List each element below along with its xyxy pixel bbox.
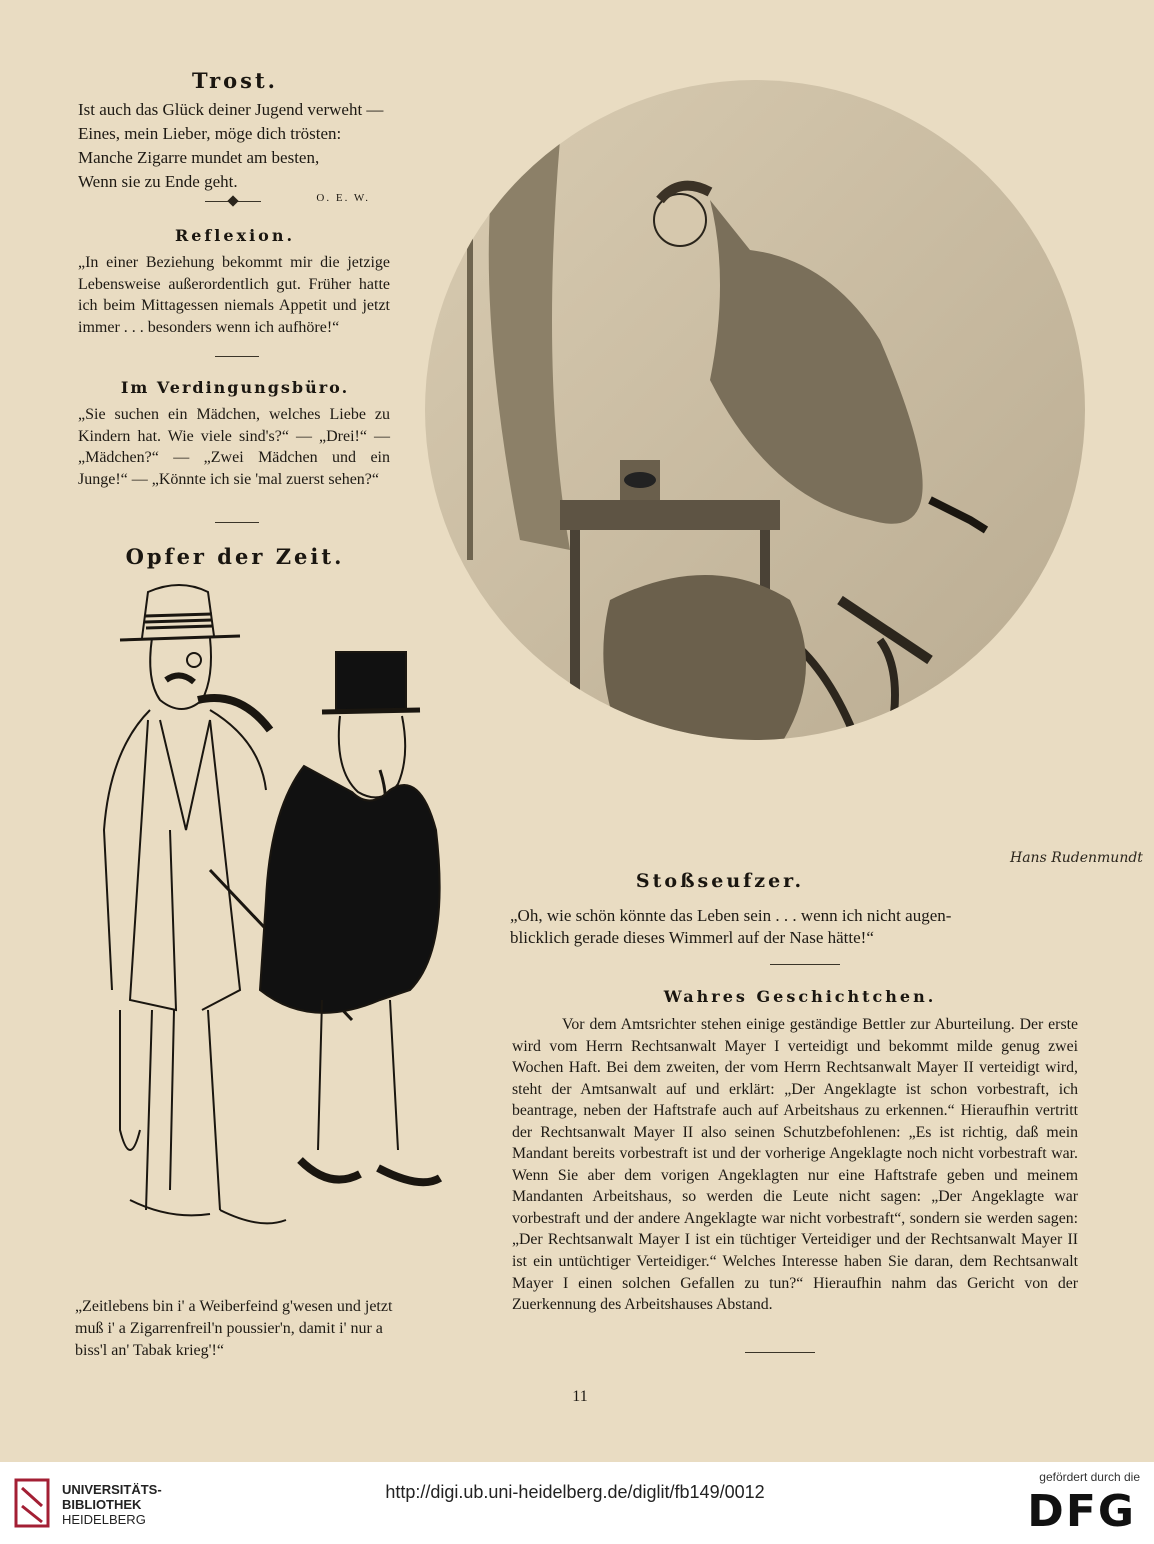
digital-library-footer: [0, 1462, 1154, 1544]
verdingungsbuero-text: „Sie suchen ein Mädchen, welches Liebe zu Kindern hat. Wie viele sind's?“ — „Drei!“ — „Mädchen?“ — „Zwei Mädchen und ein Junge!“ — „Könnte ich sie 'mal zuerst sehen?“: [78, 406, 390, 488]
stossseufzer-illustration: [410, 80, 1143, 870]
reflexion-text: „In einer Beziehung bekommt mir die jetzige Lebensweise außerordentlich gut. Früher hatte ich beim Mittagessen niemals Appetit und jetzt immer . . . besonders wenn ich aufhöre!“: [78, 254, 390, 336]
reflexion-title: Reflexion.: [174, 226, 296, 245]
permalink-url[interactable]: http://digi.ub.uni-heidelberg.de/diglit/fb149/0012: [385, 1482, 765, 1502]
university-library-logo-icon: [12, 1476, 52, 1530]
library-name-line1: UNIVERSITÄTS-: [62, 1482, 162, 1497]
section-divider: [215, 356, 259, 357]
section-divider: [770, 964, 840, 965]
stossseufzer-caption: „Oh, wie schön könnte das Leben sein . . . wenn ich nicht augen- blicklich gerade dieses Wimmerl auf der Nase hätte!“: [510, 906, 952, 947]
poem-trost-title: Trost.: [191, 68, 278, 93]
section-divider: [745, 1352, 815, 1353]
diamond-ornament-icon: [227, 195, 238, 206]
opfer-title: Opfer der Zeit.: [125, 544, 345, 569]
funded-by-label: gefördert durch die: [1039, 1470, 1140, 1484]
poem-trost-author: O. E. W.: [316, 192, 370, 204]
dfg-logo: DFG: [1027, 1486, 1136, 1537]
opfer-caption: „Zeitlebens bin i' a Weiberfeind g'wesen und jetzt muß i' a Zigarrenfreil'n poussier'n, damit i' nur a biss'l an' Tabak krieg'!“: [75, 1298, 393, 1359]
stossseufzer-title: Stoßseufzer.: [635, 870, 805, 892]
geschichtchen-text: Vor dem Amtsrichter stehen einige geständige Bettler zur Aburteilung. Der erste wird vom Herrn Rechtsanwalt Mayer I verteidigt und bekommt milde genug zwei Wochen Haft. Bei dem zweiten, der vom Herrn Rechtsanwalt Mayer II verteidigt wird, steht der Amtsanwalt auf und erklärt: „Der Angeklagte ist schon vorbestraft, ich beantrage, neben der Haftstrafe auch auf Arbeitshaus zu erkennen.“ Hieraufhin vertritt der Rechtsanwalt Mayer II also seinen Schutzbefohlenen: „Es ist richtig, daß mein Mandant bereits vorbestraft ist und der vorherige Angeklagte noch nicht vorbestraft war. Wenn Sie aber dem vorigen Angeklagten nur eine Haftstrafe geben und meinem Mandanten Arbeitshaus, so werden die Leute nicht sagen: „Der Angeklagte war vorbestraft und der andere Angeklagte war nicht vorbestraft“, sondern sie werden sagen: „Der Rechtsanwalt Mayer I ist ein tüchtiger Verteidiger und der Rechtsanwalt Mayer II ist ein untüchtiger Verteidiger.“ Welches Interesse haben Sie daran, dem Rechtsanwalt Mayer I einen solchen Gefallen zu tun?“ Hieraufhin nahm das Gericht von der Zuerkennung des Arbeitshauses Abstand.: [512, 1016, 1078, 1314]
verdingungsbuero-title: Im Verdingungsbüro.: [120, 378, 350, 397]
artist-signature: Hans Rudenmundt: [1010, 850, 1143, 866]
library-name-line3: HEIDELBERG: [62, 1512, 146, 1527]
section-divider: [215, 522, 259, 523]
poem-trost-lines: Ist auch das Glück deiner Jugend verweht — Eines, mein Lieber, möge dich trösten: Manche Zigarre mundet am besten, Wenn sie zu Ende geht.: [78, 100, 384, 191]
geschichtchen-title: Wahres Geschichtchen.: [663, 987, 937, 1006]
library-name-line2: BIBLIOTHEK: [62, 1497, 142, 1512]
page-number: 11: [572, 1388, 588, 1405]
